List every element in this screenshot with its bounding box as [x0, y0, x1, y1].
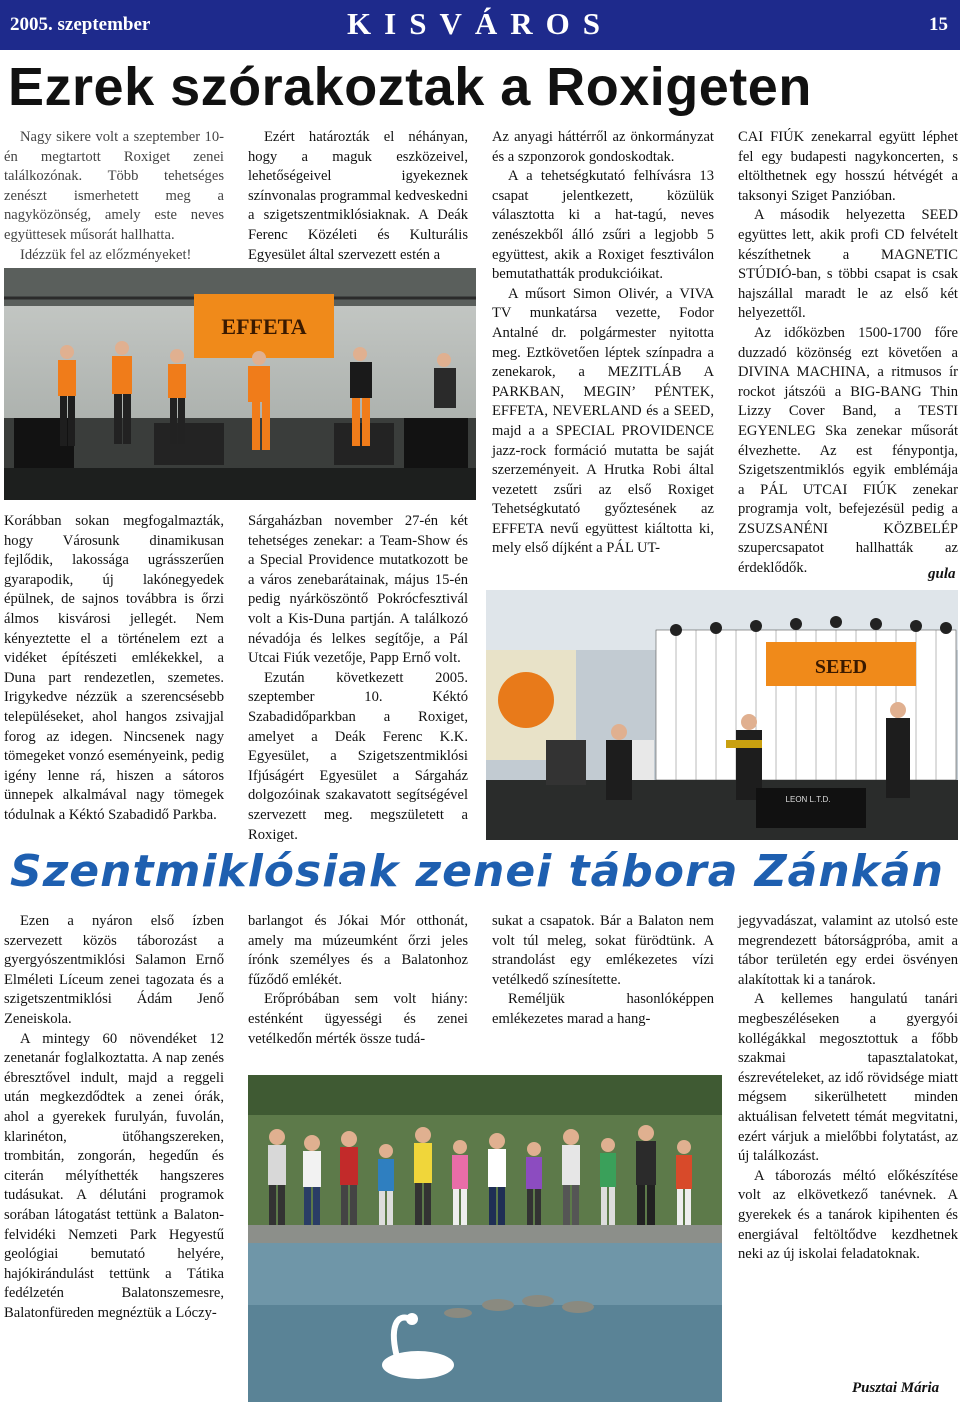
- article1-column-4: [738, 128, 958, 579]
- body-paragraph: Ezért határozták el néhányan, hogy a maguk eszközeivel, lehetőségeivel igyekeznek színvonalas programmal kedveskedni a szigetszentmiklósiaknak. A Deák Ferenc Közéleti és Kulturális Egyesület által szervezett estén a: [248, 129, 468, 263]
- seed-banner: SEED: [814, 656, 868, 678]
- article2-headline: Szentmiklósiak zenei tábora Zánkán: [10, 846, 944, 897]
- body-paragraph: Reméljük hasonlóképpen emlékezetes marad a hang-: [492, 991, 714, 1027]
- camp-photo: [248, 1075, 722, 1402]
- body-paragraph: Erőpróbában sem volt hiány: esténként ügyességi és zenei vetélkedőn mérték össze tudá-: [248, 991, 468, 1047]
- body-paragraph: A kellemes hangulatú tanári megbeszéléseken a gyergyói kollégákkal megosztottuk a főbb szakmai tapasztalatokat, észrevételeket, az idő rövidsége miatt mégsem sikerülhetett minden aktuálisan felvetett témát megvitatni, ezért várjuk a mielőbbi folytatást, az új találkozást.: [738, 991, 958, 1165]
- body-paragraph: Sárgaházban november 27-én két tehetséges zenekar: a Team-Show és a Special Providence mutatkozott be a város zenebarátainak, május 15-én pedig nyárköszöntő Pokrócfesztivál volt a Kis-Duna partján. A találkozó névadója és lelkes segítője, a Pál Utcai Fiúk vezetője, Papp Ernő volt.: [248, 513, 468, 667]
- body-paragraph: Ezen a nyáron első ízben szervezett közös táborozást a gyergyószentmiklósi Salamon Ernő Elméleti Líceum zenei tagozata és a szigetszentmiklósi Ádám Jenő Zeneiskola.: [4, 913, 224, 1027]
- article1-column-3: [492, 128, 714, 559]
- article2-signature: Pusztai Mária: [852, 1380, 940, 1396]
- article1-intro: [4, 128, 224, 265]
- body-paragraph: Korábban sokan megfogalmazták, hogy Városunk dinamikusan fejlődik, lakossága ugrásszerűen gyarapodik, új lakónegyedek épülnek, de sajnos továbbra is őrzi álmos kisvárosi jellegét. Nem kényeztette el a történelem ezt a vidéket építészeti emlékekkel, a Duna part rendezetlen, szemetes. Irigykedve nézzük a szerencsésebb településeket, ahol hangos zsivajjal forog az idegen. Nincsenek nagy tömegeket vonzó eseményeink, pedig igény lenne rá, hiszen a sátoros ünnepek alkalmával nagy tömegek tódulnak a Kéktó Szabadidő Parkba.: [4, 513, 224, 823]
- concert-stage-illustration: [4, 268, 476, 500]
- article2-column-3: [492, 912, 714, 1030]
- body-paragraph: A mintegy 60 növendéket 12 zenetanár foglalkoztatta. A nap zenés ébresztővel indult, majd a reggeli után megkezdődtek a zenei órák, ahol a gyerekek furulyán, fuvolán, klarinéton, ütőhangszereken, trombitán, zongorán, hegedűn és citerán mélyíthették hangszeres tudásukat. A délutáni programok sorában látogatást tettünk a Balaton-felvidéki Nemzeti Park Hegyestű geológiai bemutató helyére, hajókirándulást tettünk a Tátika fedélzetén Balatonszemesre, Balatonfüreden megnéztük a Lóczy-: [4, 1030, 224, 1321]
- article2-column-4: [738, 912, 958, 1265]
- newspaper-title: KISVÁROS: [347, 6, 613, 41]
- concert-stage-illustration: [486, 590, 958, 840]
- article1-headline: Ezrek szórakoztak a Roxigeten: [8, 57, 812, 117]
- amplifier-label: LEON L.T.D.: [785, 795, 831, 804]
- body-paragraph: Az időközben 1500-1700 főre duzzadó közönség ezt követően a DIVINA MACHINA, a ritmusos ír rockot játszóü a BIG-BANG Thin Lizzy Cover Band, a TESTI EGYENLEG Ska zenekar műsorát élvezhette. Az est fénypontja, Szigetszentmiklós egyik emblémája a PÁL UTCAI FIÚK zenekar programja volt, befejezésül pedig a ZSUZSANÉNI KÖZBELÉP szupercsapatot hallhatták az érdeklődők.: [738, 324, 958, 577]
- article1-column-2-cont: [248, 512, 468, 845]
- article1-column-2: [248, 128, 468, 265]
- body-paragraph: CAI FIÚK zenekarral együtt léphet fel egy budapesti nagykoncerten, s eltölthetnek egy hosszú hétvégét a taksonyi Sziget Panzióban.: [738, 129, 958, 204]
- body-paragraph: A műsort Simon Olivér, a VIVA TV munkatársa vezette, Fodor Antalné dr. polgármester nyitotta meg. Eztkövetően léptek színpadra a zenekarok, a MEZITLÁB A PARKBAN, MEGIN’ PÉNTEK, EFFETA, NEVERLAND és a SEED, majd a a SPECIAL PROVIDENCE jazz-rock formáció mutatta be saját szerzeményeit. A Hrutka Robi által vezetett zsűri az első Roxiget Tehetségkutató győztesének az EFFETA nevű együttest kiáltotta ki, mely első díjként a PÁL UT-: [492, 285, 714, 557]
- body-paragraph: Ezután következett 2005. szeptember 10. Kéktó Szabadidőparkban a Roxiget, amelyet a Deák Ferenc K.K. Egyesület, a Szigetszentmiklósi Ifjúságért Egyesület a Sárgaház dolgozóinak szakavatott segítségével szervezett meg. megszületett a Roxiget.: [248, 669, 468, 843]
- body-paragraph: A a tehetségkutató felhívásra 13 csapat jelentkezett, közülük választotta ki a hat-tagú, neves zenészekből álló zsűri a legjobb 5 együttest, akik a Roxiget fesztiválon bemutathatták produkcióikat.: [492, 168, 714, 283]
- page-number: 15: [929, 14, 948, 35]
- issue-date: 2005. szeptember: [10, 14, 151, 35]
- camp-scene-illustration: [248, 1075, 722, 1402]
- intro-paragraph: Idézzük fel az előzményeket!: [20, 246, 192, 263]
- body-paragraph: barlangot és Jókai Mór otthonát, amely ma múzeumként őrzi jeles írónk személyes és a Balatonhoz fűződő emlékét.: [248, 913, 468, 988]
- concert-photo-seed: [486, 590, 958, 840]
- body-paragraph: sukat a csapatok. Bár a Balaton nem volt túl meleg, sokat fürödtünk. A strandolást egy emlékezetes vízi vetélkedő színesítette.: [492, 913, 714, 988]
- intro-paragraph: Nagy sikere volt a szeptember 10-én megtartott Roxiget zenei találkozónak. Több tehetséges zenészt ismerhetett meg a nagyközönség, amely este neves együttesek műsorát hallhatta.: [4, 129, 224, 243]
- article2-column-1: [4, 912, 224, 1323]
- body-paragraph: jegyvadászat, valamint az utolsó este megrendezett bátorságpróba, amit a tábor területén egy erdei ösvényen alakítottak ki a tanárok.: [738, 913, 958, 988]
- body-paragraph: Az anyagi háttérről az önkormányzat és a szponzorok gondoskodtak.: [492, 129, 714, 165]
- page-header: [0, 0, 960, 50]
- effeta-banner: EFFETA: [221, 314, 307, 339]
- article1-column-1: [4, 512, 224, 826]
- article1-signature: gula: [928, 566, 956, 582]
- article2-column-2: [248, 912, 468, 1049]
- body-paragraph: A táborozás méltó előkészítése volt az elkövetkező tanévnek. A gyerekek és a tanárok kipihenten és energiával feltöltődve kezdhetnek neki az új iskolai feladatoknak.: [738, 1167, 958, 1263]
- concert-photo-effeta: [4, 268, 476, 500]
- body-paragraph: A második helyezetta SEED együttes lett, akik profi CD felvételt készíthetnek a MAGNETIC STÚDIÓ-ban, s többi csapat is csak hajszállal maradt le az első két helyezettől.: [738, 207, 958, 322]
